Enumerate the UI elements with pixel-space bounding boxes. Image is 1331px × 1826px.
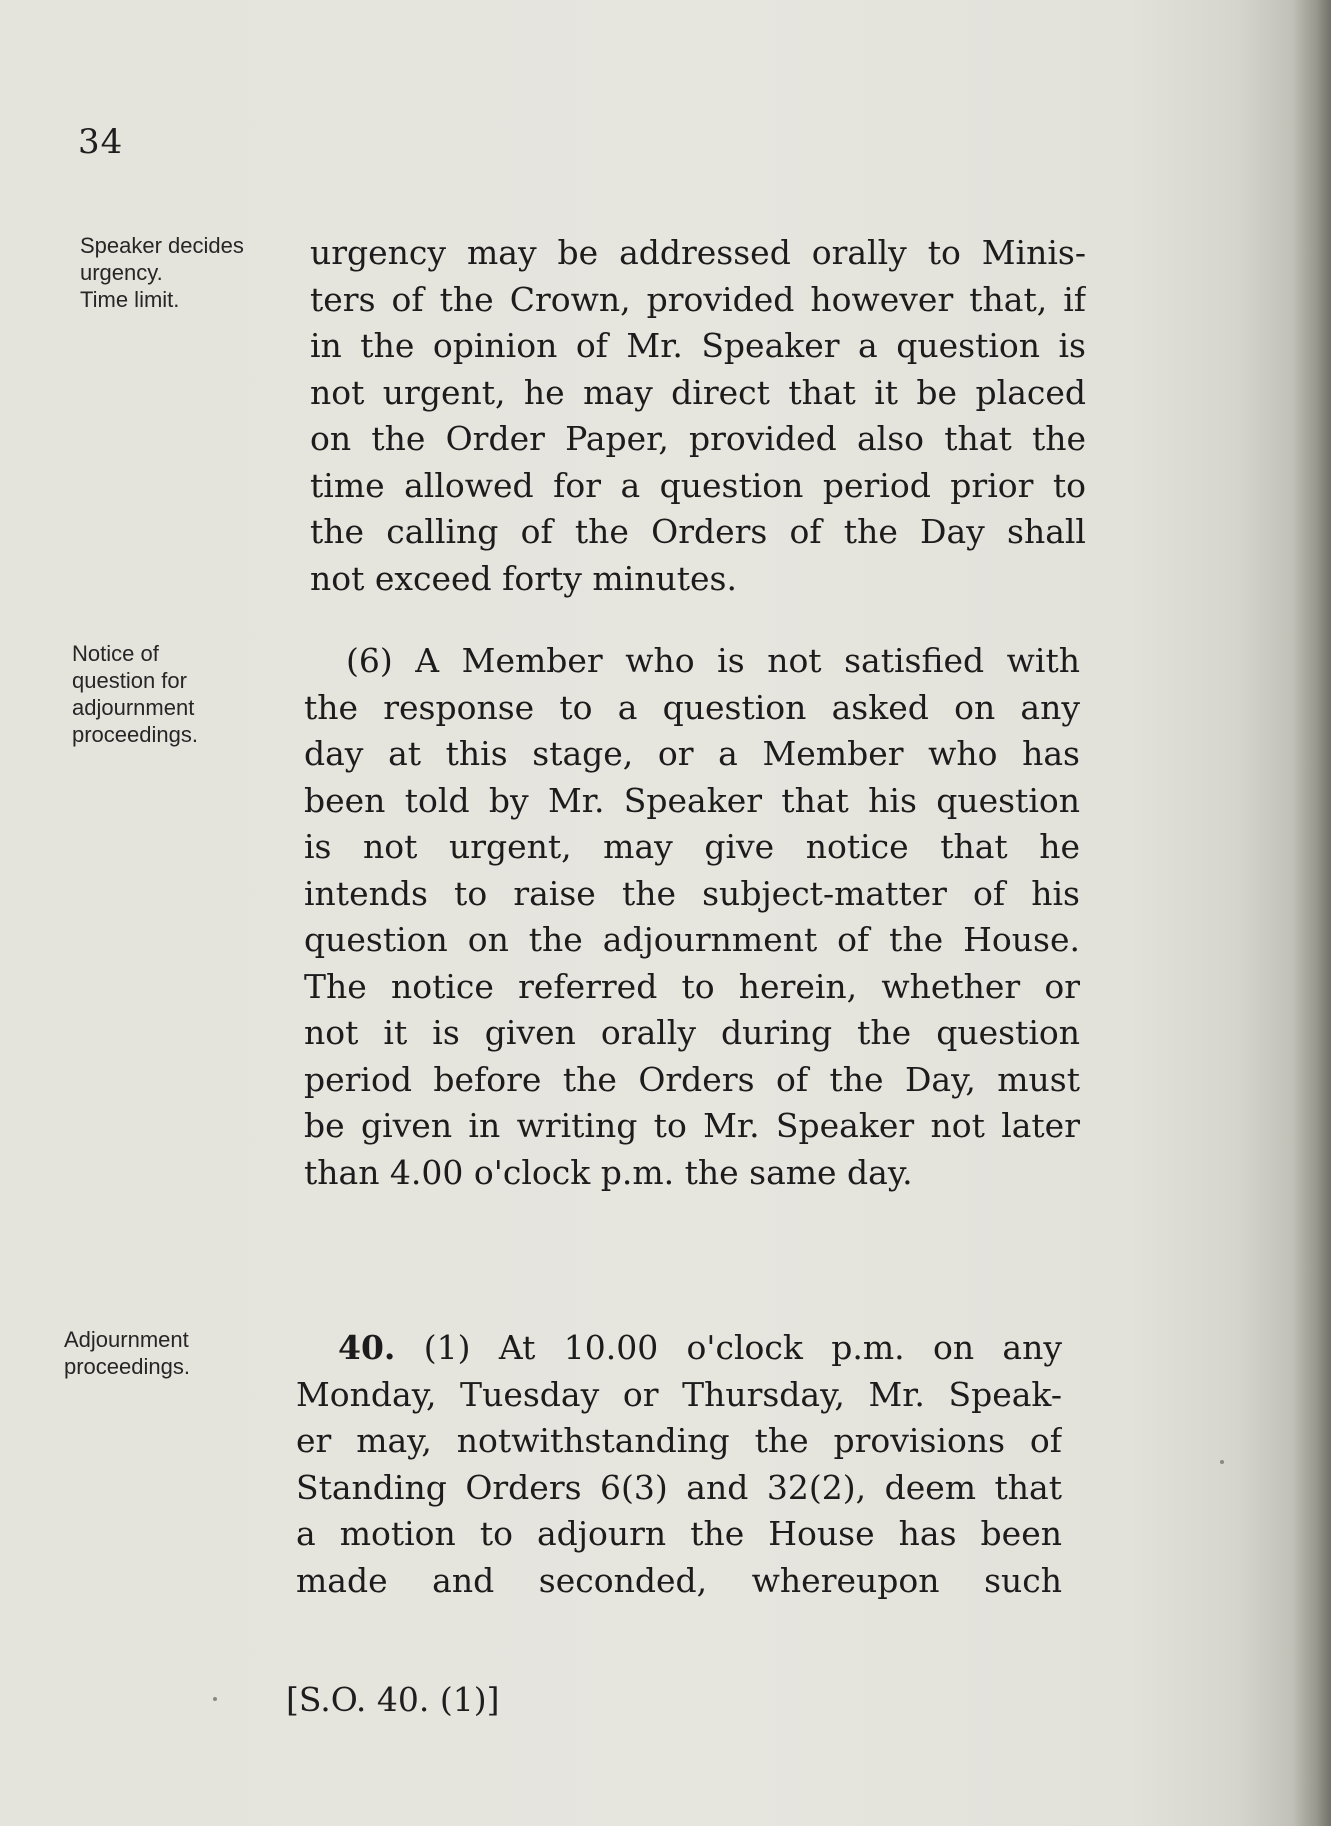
text-line: not urgent, he may direct that it be placed bbox=[310, 372, 1086, 412]
text-line: not it is given orally during the question bbox=[304, 1013, 1080, 1052]
margin-note-line: adjournment bbox=[72, 695, 195, 720]
text-fragment: (1) At 10.00 o'clock p.m. on any bbox=[423, 1328, 1062, 1367]
paper-speck bbox=[213, 1697, 217, 1701]
paragraph-urgency-continued bbox=[310, 230, 1086, 602]
text-line: the response to a question asked on any bbox=[304, 687, 1080, 727]
text-line: the calling of the Orders of the Day shall bbox=[310, 512, 1086, 551]
margin-note-speaker-decides-urgency bbox=[80, 232, 244, 313]
text-line: question on the adjournment of the House. bbox=[304, 920, 1080, 959]
text-line: er may, notwithstanding the provisions of bbox=[296, 1421, 1062, 1460]
text-line: time allowed for a question period prior to bbox=[310, 465, 1086, 505]
margin-note-line: Notice of bbox=[72, 641, 159, 666]
text-line: The notice referred to herein, whether or bbox=[304, 966, 1080, 1006]
margin-note-line: proceedings. bbox=[64, 1354, 190, 1379]
text-line: Monday, Tuesday or Thursday, Mr. Speak- bbox=[296, 1374, 1062, 1414]
text-line: in the opinion of Mr. Speaker a question is bbox=[310, 326, 1086, 365]
text-line-so-40-first bbox=[296, 1325, 1062, 1372]
text-line: be given in writing to Mr. Speaker not later bbox=[304, 1106, 1080, 1145]
margin-note-line: Time limit. bbox=[80, 287, 180, 312]
margin-note-line: question for bbox=[72, 668, 187, 693]
text-line: Standing Orders 6(3) and 32(2), deem that bbox=[296, 1467, 1062, 1507]
standing-order-number: 40. bbox=[338, 1328, 396, 1367]
text-line: on the Order Paper, provided also that the bbox=[310, 419, 1086, 458]
paragraph-standing-order-40 bbox=[296, 1325, 1062, 1604]
text-line: intends to raise the subject-matter of his bbox=[304, 873, 1080, 913]
text-line: not exceed forty minutes. bbox=[310, 558, 737, 598]
text-line: urgency may be addressed orally to Minis- bbox=[310, 233, 1086, 272]
standing-order-reference: [S.O. 40. (1)] bbox=[286, 1680, 500, 1719]
text-line: than 4.00 o'clock p.m. the same day. bbox=[304, 1152, 913, 1192]
margin-note-line: urgency. bbox=[80, 260, 163, 285]
text-line: a motion to adjourn the House has been bbox=[296, 1514, 1062, 1553]
margin-note-line: proceedings. bbox=[72, 722, 198, 747]
margin-note-line: Speaker decides bbox=[80, 233, 244, 258]
margin-note-notice-of-question bbox=[72, 640, 198, 748]
page-number: 34 bbox=[78, 122, 124, 162]
text-line: period before the Orders of the Day, must bbox=[304, 1059, 1080, 1099]
margin-note-adjournment-proceedings bbox=[64, 1326, 190, 1380]
paragraph-notice-of-question bbox=[304, 638, 1080, 1196]
text-line: day at this stage, or a Member who has bbox=[304, 734, 1080, 773]
margin-note-line: Adjournment bbox=[64, 1327, 189, 1352]
text-line: made and seconded, whereupon such bbox=[296, 1560, 1062, 1600]
text-line: is not urgent, may give notice that he bbox=[304, 827, 1080, 866]
page-gutter-shadow bbox=[1293, 0, 1331, 1826]
text-line: ters of the Crown, provided however that, if bbox=[310, 279, 1086, 319]
paper-speck bbox=[1220, 1460, 1224, 1464]
text-line: (6) A Member who is not satisfied with bbox=[346, 641, 1080, 680]
text-line: been told by Mr. Speaker that his question bbox=[304, 780, 1080, 820]
